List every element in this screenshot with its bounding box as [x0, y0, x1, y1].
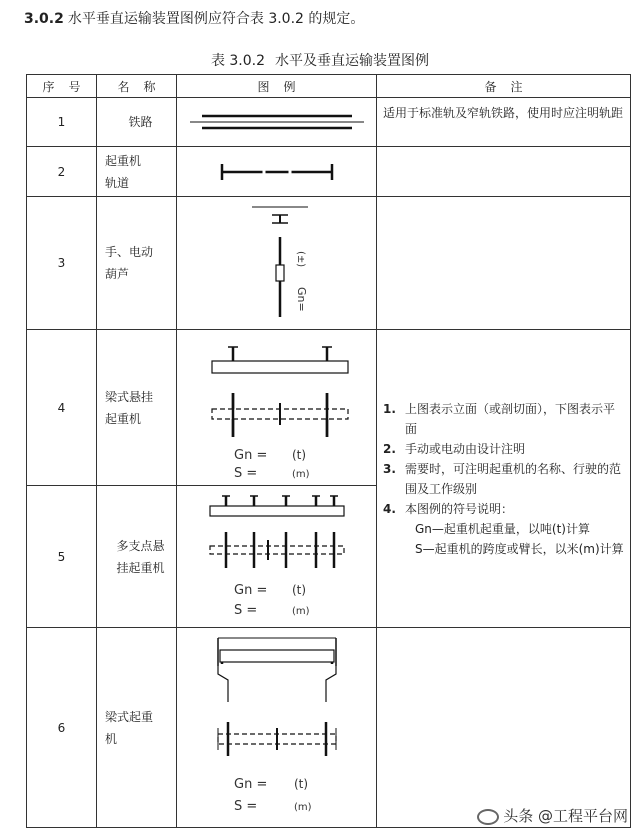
row-remark-empty	[377, 147, 631, 197]
row-name	[97, 330, 177, 486]
suspended-beam-crane-symbol	[177, 330, 377, 486]
header-row	[27, 75, 631, 98]
hoist-symbol	[177, 197, 377, 330]
header-seq: 序号	[27, 75, 97, 98]
note-text: 上图表示立面（或剖切面），下图表示平面	[405, 401, 616, 436]
svg-text:(±): (±)	[294, 251, 306, 268]
row-remark-empty	[377, 197, 631, 330]
row-seq: 5	[27, 486, 97, 628]
row-remark-empty	[377, 628, 631, 828]
s-label: S =	[233, 798, 257, 814]
name-line: 起重机	[105, 411, 142, 426]
note-item	[383, 439, 624, 459]
notes-list	[383, 399, 624, 519]
gn-label: Gn =	[233, 447, 267, 463]
note-num: 1.	[383, 401, 396, 416]
notes-cell	[377, 330, 631, 628]
row-name	[97, 197, 177, 330]
legend-table	[26, 74, 631, 828]
row-name: 铁路	[97, 98, 177, 147]
name-line: 梁式起重	[105, 709, 154, 724]
watermark-logo-icon	[477, 809, 499, 825]
header-remark: 备注	[377, 75, 631, 98]
row-seq: 2	[27, 147, 97, 197]
note-text: 手动或电动由设计注明	[405, 441, 526, 456]
note-item	[383, 499, 624, 519]
table-row	[27, 147, 631, 197]
gn-unit: (t)	[291, 582, 306, 597]
name-line: 挂起重机	[116, 560, 165, 575]
note-sub-gn: Gn—起重机起重量，以吨(t)计算	[415, 521, 590, 536]
row-name	[97, 147, 177, 197]
table-row	[27, 628, 631, 828]
name-line: 起重机	[105, 153, 142, 168]
gn-unit: (t)	[293, 776, 308, 791]
watermark-text: 头条 @工程平台网	[503, 807, 628, 825]
note-text: 需要时，可注明起重机的名称、行驶的范围及工作级别	[405, 461, 622, 496]
note-num: 2.	[383, 441, 396, 456]
name-line: 葫芦	[105, 267, 130, 281]
gn-unit: (t)	[291, 447, 306, 462]
railway-symbol	[177, 98, 377, 147]
name-line: 机	[105, 731, 118, 746]
header-figure: 图例	[177, 75, 377, 98]
table-row	[27, 330, 631, 486]
clause-text	[24, 8, 364, 28]
table-number: 表 3.0.2	[210, 53, 266, 69]
s-unit: (m)	[291, 468, 310, 480]
note-sub-s: S—起重机的跨度或臂长，以米(m)计算	[415, 541, 624, 556]
header-name: 名称	[97, 75, 177, 98]
note-item	[383, 459, 624, 499]
row-name	[97, 486, 177, 628]
s-unit: (m)	[293, 801, 312, 813]
s-label: S =	[233, 602, 257, 618]
row-seq: 4	[27, 330, 97, 486]
row-seq: 3	[27, 197, 97, 330]
name-line: 多支点悬	[116, 538, 165, 553]
gn-label: Gn =	[233, 776, 267, 792]
row-seq: 1	[27, 98, 97, 147]
note-num: 3.	[383, 461, 396, 476]
name-line: 轨道	[105, 175, 130, 190]
table-row	[27, 197, 631, 330]
note-item	[383, 399, 624, 439]
clause-number: 3.0.2	[24, 11, 64, 27]
hoist-gn-label: Gn=	[294, 287, 308, 312]
crane-track-symbol	[177, 147, 377, 197]
gn-label: Gn =	[233, 582, 267, 598]
row-name	[97, 628, 177, 828]
note-text: 本图例的符号说明：	[405, 501, 514, 516]
table-title: 水平及垂直运输装置图例	[275, 53, 430, 69]
multi-support-crane-symbol	[177, 486, 377, 628]
s-label: S =	[233, 465, 257, 481]
watermark	[477, 805, 628, 826]
s-unit: (m)	[291, 605, 310, 617]
table-row	[27, 98, 631, 147]
name-line: 梁式悬挂	[105, 389, 154, 404]
row-remark: 适用于标准轨及窄轨铁路，使用时应注明轨距	[377, 98, 631, 147]
name-line: 手、电动	[105, 245, 154, 259]
clause-body: 水平垂直运输装置图例应符合表 3.0.2 的规定。	[67, 11, 365, 27]
row-seq: 6	[27, 628, 97, 828]
note-num: 4.	[383, 501, 396, 516]
table-caption	[0, 50, 640, 70]
beam-crane-symbol	[177, 628, 377, 828]
